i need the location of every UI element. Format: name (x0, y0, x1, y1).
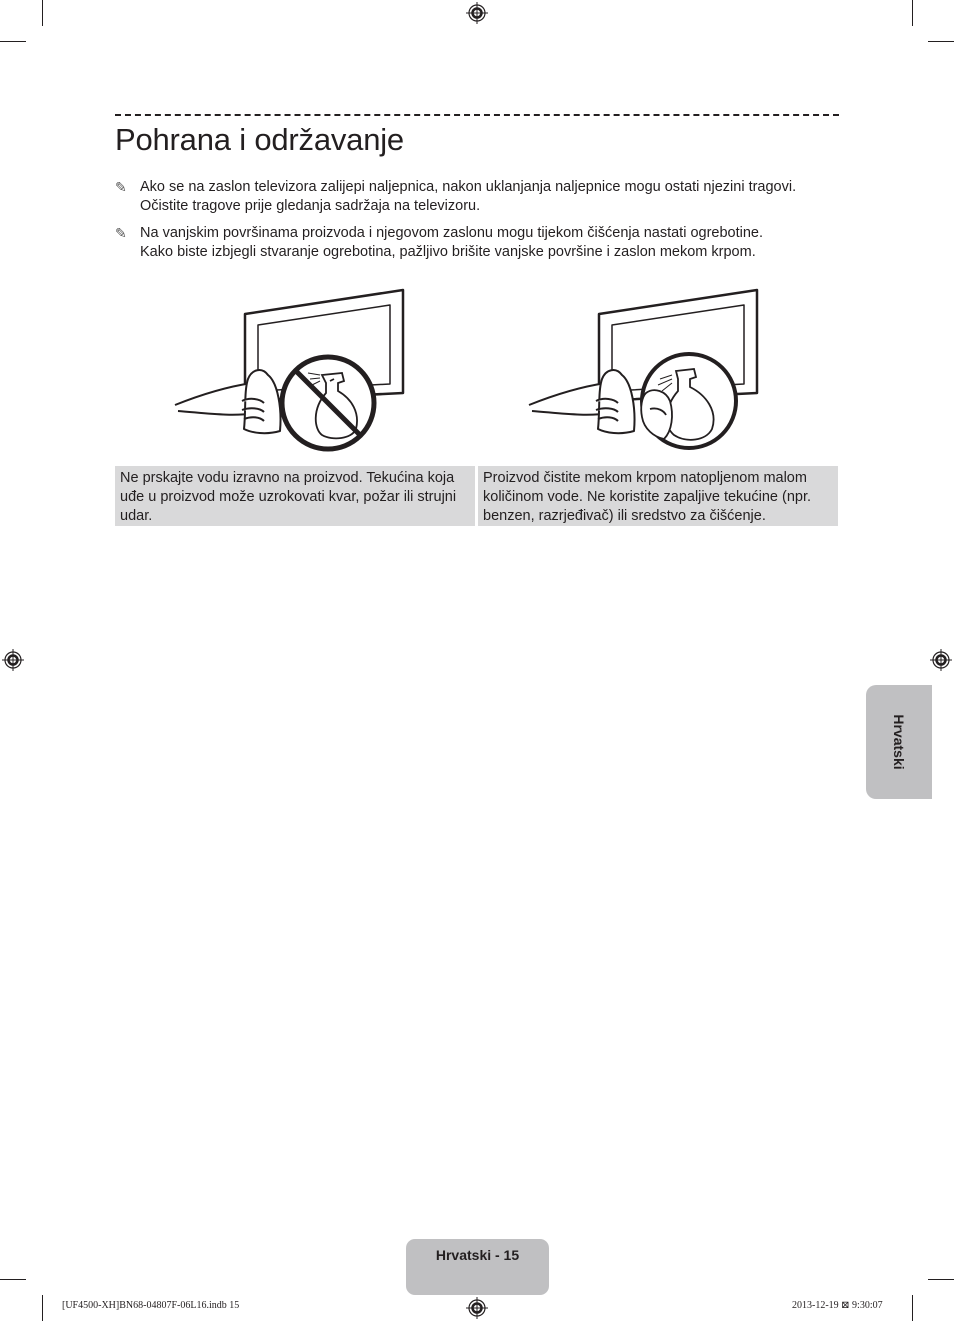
page-number-tab (406, 1239, 549, 1295)
registration-mark-icon (2, 649, 24, 671)
page-title: Pohrana i održavanje (115, 122, 404, 157)
language-side-tab (866, 685, 932, 799)
note-text-line: Na vanjskim površinama proizvoda i njegovom zaslonu mogu tijekom čišćenja nastati ogrebotine. (140, 225, 764, 241)
note-text-line: Očistite tragove prije gledanja sadržaja na televizoru. (140, 198, 481, 214)
caption-right: Proizvod čistite mekom krpom natopljenom malom količinom vode. Ne koristite zapaljive tekućine (npr. benzen, razrjeđivač) ili sredstvo za čišćenje. (478, 466, 838, 526)
page-number-label: Hrvatski - 15 (435, 1247, 520, 1263)
pencil-note-icon: ✎ (115, 179, 127, 195)
no-spray-on-tv-icon (170, 283, 410, 458)
language-side-tab-label: Hrvatski (891, 714, 907, 770)
crop-mark (928, 41, 954, 42)
note-item (115, 224, 850, 262)
print-date-info: 2013-12-19 ⊠ 9:30:07 (792, 1300, 883, 1311)
note-item (115, 178, 850, 216)
note-text-line: Ako se na zaslon televizora zalijepi naljepnica, nakon uklanjanja naljepnice mogu ostati njezini tragovi. (140, 179, 797, 195)
registration-mark-icon (466, 2, 488, 24)
spray-on-cloth-icon (524, 283, 764, 458)
crop-mark (0, 41, 26, 42)
registration-mark-icon (930, 649, 952, 671)
crop-mark (928, 1279, 954, 1280)
crop-mark (42, 0, 43, 26)
crop-mark (912, 0, 913, 26)
section-divider (115, 114, 839, 116)
caption-row (115, 466, 838, 526)
pencil-note-icon: ✎ (115, 225, 127, 241)
crop-mark (912, 1295, 913, 1321)
crop-mark (42, 1295, 43, 1321)
print-file-info: [UF4500-XH]BN68-04807F-06L16.indb 15 (62, 1300, 240, 1311)
notes-list (115, 178, 850, 270)
caption-left: Ne prskajte vodu izravno na proizvod. Tekućina koja uđe u proizvod može uzrokovati kvar, požar ili strujni udar. (115, 466, 475, 526)
note-text-line: Kako biste izbjegli stvaranje ogrebotina, pažljivo brišite vanjske površine i zaslon mekom krpom. (140, 244, 756, 260)
crop-mark (0, 1279, 26, 1280)
registration-mark-icon (466, 1297, 488, 1319)
